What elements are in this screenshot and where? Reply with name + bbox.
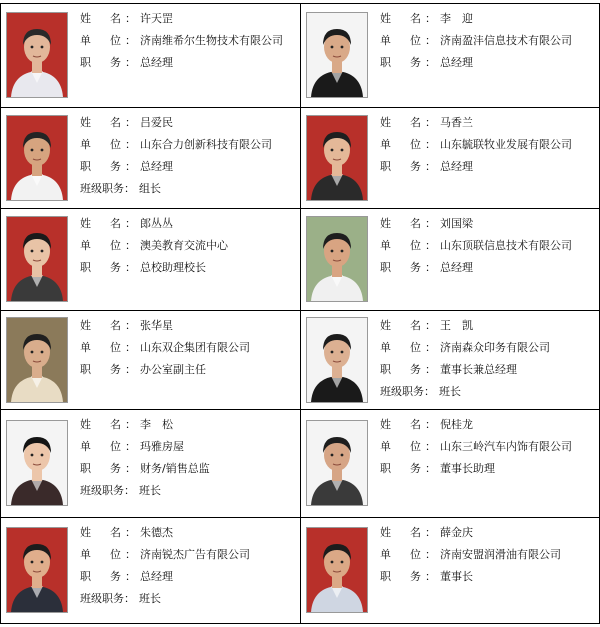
colon: ： [125, 526, 136, 539]
field-value-post: 财务/销售总监 [140, 462, 210, 475]
colon: ： [125, 56, 136, 69]
portrait-photo [306, 317, 368, 403]
field-label [80, 30, 125, 52]
field-row-unit [380, 337, 550, 359]
colon: ： [425, 462, 436, 475]
field-row-post [80, 52, 283, 74]
label-char-2: 位 [410, 138, 421, 151]
label-char-1: 职 [80, 462, 91, 475]
colon: ： [425, 56, 436, 69]
label-char-1: 职 [380, 160, 391, 173]
field-row-unit [380, 30, 572, 52]
person-card [0, 310, 300, 409]
field-label [80, 544, 125, 566]
label-char-2: 务 [410, 160, 421, 173]
person-card [0, 3, 300, 107]
field-label [380, 257, 425, 279]
label-char-2: 位 [410, 239, 421, 252]
label-char-2: 务 [110, 363, 121, 376]
field-row-class_post [80, 588, 250, 610]
label-char-2: 务 [410, 462, 421, 475]
field-row-name [380, 315, 550, 337]
field-value-name: 李 迎 [440, 12, 473, 25]
person-info [380, 8, 572, 74]
colon: ： [125, 261, 136, 274]
label-char-1: 姓 [380, 116, 391, 129]
portrait-photo [306, 115, 368, 201]
colon: ： [125, 440, 136, 453]
field-row-post [80, 458, 210, 480]
colon: ： [424, 385, 435, 398]
field-value-name: 李 松 [140, 418, 173, 431]
colon: ： [425, 418, 436, 431]
field-label [380, 414, 425, 436]
field-label [380, 544, 425, 566]
colon: ： [425, 548, 436, 561]
person-card [0, 409, 300, 517]
portrait-photo [6, 527, 68, 613]
label-char-1: 姓 [380, 12, 391, 25]
field-row-name [80, 414, 210, 436]
field-value-unit: 山东顶联信息技术有限公司 [440, 239, 572, 252]
label-char-1: 单 [80, 239, 91, 252]
colon: ： [425, 34, 436, 47]
field-value-post: 办公室副主任 [140, 363, 206, 376]
field-label [380, 8, 425, 30]
field-label [80, 337, 125, 359]
label-char-1: 单 [380, 341, 391, 354]
field-value-unit: 山东双企集团有限公司 [140, 341, 250, 354]
field-value-post: 总经理 [140, 56, 173, 69]
person-card [300, 517, 600, 623]
field-value-post: 董事长兼总经理 [440, 363, 517, 376]
label-char-1: 职 [380, 56, 391, 69]
colon: ： [425, 341, 436, 354]
field-value-post: 总经理 [140, 160, 173, 173]
colon: ： [425, 138, 436, 151]
field-value-unit: 济南锐杰广告有限公司 [140, 548, 250, 561]
field-row-post [380, 257, 572, 279]
person-info [380, 414, 572, 480]
field-value-post: 董事长助理 [440, 462, 495, 475]
field-label [380, 235, 425, 257]
field-label [80, 458, 125, 480]
field-value-unit: 济南安盟润滑油有限公司 [440, 548, 561, 561]
person-card [300, 3, 600, 107]
field-label [380, 112, 425, 134]
colon: ： [124, 182, 135, 195]
colon: ： [125, 341, 136, 354]
field-label [380, 381, 424, 403]
label-char-1: 职 [80, 363, 91, 376]
label-char-1: 姓 [380, 418, 391, 431]
field-value-name: 马香兰 [440, 116, 473, 129]
field-value-name: 薛金庆 [440, 526, 473, 539]
label-char-2: 务 [110, 56, 121, 69]
colon: ： [125, 239, 136, 252]
label-char-2: 位 [410, 440, 421, 453]
field-value-post: 总经理 [440, 261, 473, 274]
field-row-post [380, 156, 572, 178]
person-card [300, 107, 600, 208]
field-value-name: 许天罡 [140, 12, 173, 25]
colon: ： [125, 548, 136, 561]
field-row-unit [380, 544, 561, 566]
label-char-2: 位 [410, 341, 421, 354]
field-value-name: 吕爱民 [140, 116, 173, 129]
field-row-unit [80, 337, 250, 359]
colon: ： [425, 319, 436, 332]
label-char-2: 务 [110, 261, 121, 274]
label-char-2: 名 [110, 12, 121, 25]
field-value-unit: 济南森众印务有限公司 [440, 341, 550, 354]
colon: ： [425, 217, 436, 230]
label-char-1: 单 [380, 34, 391, 47]
field-label [80, 359, 125, 381]
field-label [80, 588, 124, 610]
portrait-photo [306, 216, 368, 302]
field-value-name: 倪桂龙 [440, 418, 473, 431]
label-char-2: 务 [110, 462, 121, 475]
field-row-post [380, 52, 572, 74]
colon: ： [425, 526, 436, 539]
label-char-2: 名 [410, 319, 421, 332]
field-value-class_post: 组长 [139, 182, 161, 195]
person-card [300, 310, 600, 409]
field-row-unit [80, 30, 283, 52]
field-label [80, 436, 125, 458]
field-label [80, 178, 124, 200]
field-row-unit [380, 436, 572, 458]
label-char-2: 名 [110, 319, 121, 332]
field-label [80, 134, 125, 156]
colon: ： [125, 34, 136, 47]
portrait-photo [6, 115, 68, 201]
field-value-name: 郎丛丛 [140, 217, 173, 230]
field-row-class_post [80, 480, 210, 502]
colon: ： [125, 160, 136, 173]
field-value-unit: 济南盈沣信息技术有限公司 [440, 34, 572, 47]
field-label [80, 257, 125, 279]
field-value-name: 朱德杰 [140, 526, 173, 539]
label-char-1: 姓 [80, 116, 91, 129]
colon: ： [425, 239, 436, 252]
field-value-unit: 山东毓联牧业发展有限公司 [440, 138, 572, 151]
person-info [380, 112, 572, 178]
label-char-1: 职 [80, 261, 91, 274]
field-value-unit: 山东三岭汽车内饰有限公司 [440, 440, 572, 453]
label-char-2: 名 [410, 418, 421, 431]
field-row-class_post [80, 178, 272, 200]
portrait-photo [306, 12, 368, 98]
field-label [380, 52, 425, 74]
field-label [380, 156, 425, 178]
person-card [0, 107, 300, 208]
portrait-photo [306, 527, 368, 613]
colon: ： [125, 12, 136, 25]
label-char-2: 名 [410, 526, 421, 539]
field-value-post: 董事长 [440, 570, 473, 583]
field-row-post [80, 257, 228, 279]
colon: ： [425, 160, 436, 173]
label-char-1: 姓 [80, 12, 91, 25]
label-char-2: 名 [110, 217, 121, 230]
label-char-1: 单 [80, 440, 91, 453]
class-post-label: 班级职务 [80, 182, 124, 195]
colon: ： [125, 138, 136, 151]
label-char-1: 职 [380, 363, 391, 376]
field-value-unit: 澳美教育交流中心 [140, 239, 228, 252]
label-char-1: 姓 [380, 217, 391, 230]
colon: ： [125, 462, 136, 475]
colon: ： [124, 592, 135, 605]
label-char-2: 位 [410, 548, 421, 561]
label-char-2: 务 [410, 570, 421, 583]
label-char-2: 务 [410, 56, 421, 69]
label-char-1: 单 [380, 440, 391, 453]
colon: ： [125, 116, 136, 129]
label-char-2: 务 [410, 363, 421, 376]
label-char-1: 职 [380, 570, 391, 583]
field-label [80, 213, 125, 235]
field-label [80, 52, 125, 74]
label-char-1: 姓 [380, 526, 391, 539]
label-char-1: 单 [80, 548, 91, 561]
field-label [80, 522, 125, 544]
colon: ： [125, 319, 136, 332]
field-row-name [80, 8, 283, 30]
field-label [80, 235, 125, 257]
person-info [80, 112, 272, 200]
field-row-post [380, 566, 561, 588]
label-char-1: 单 [80, 34, 91, 47]
field-row-name [380, 414, 572, 436]
label-char-1: 职 [380, 261, 391, 274]
label-char-1: 职 [380, 462, 391, 475]
field-label [380, 30, 425, 52]
person-card [300, 409, 600, 517]
label-char-1: 单 [380, 138, 391, 151]
portrait-photo [6, 420, 68, 506]
label-char-1: 单 [380, 548, 391, 561]
label-char-2: 名 [410, 12, 421, 25]
field-label [80, 156, 125, 178]
colon: ： [124, 484, 135, 497]
field-row-post [80, 359, 250, 381]
field-value-class_post: 班长 [439, 385, 461, 398]
colon: ： [425, 12, 436, 25]
label-char-1: 姓 [80, 418, 91, 431]
field-value-name: 张华星 [140, 319, 173, 332]
label-char-2: 名 [110, 418, 121, 431]
field-value-name: 王 凯 [440, 319, 473, 332]
field-label [380, 359, 425, 381]
field-row-unit [380, 235, 572, 257]
field-row-name [80, 213, 228, 235]
field-value-class_post: 班长 [139, 484, 161, 497]
colon: ： [425, 261, 436, 274]
colon: ： [425, 570, 436, 583]
field-label [80, 8, 125, 30]
field-value-post: 总校助理校长 [140, 261, 206, 274]
field-row-post [380, 359, 550, 381]
field-value-post: 总经理 [140, 570, 173, 583]
label-char-2: 位 [110, 34, 121, 47]
label-char-1: 职 [80, 160, 91, 173]
field-label [80, 480, 124, 502]
label-char-1: 职 [80, 570, 91, 583]
field-row-unit [80, 134, 272, 156]
portrait-photo [6, 12, 68, 98]
colon: ： [125, 217, 136, 230]
field-row-unit [380, 134, 572, 156]
field-label [380, 522, 425, 544]
field-value-name: 刘国梁 [440, 217, 473, 230]
field-value-post: 总经理 [440, 160, 473, 173]
table-row-border [0, 623, 600, 624]
label-char-2: 位 [110, 138, 121, 151]
field-row-post [80, 566, 250, 588]
field-row-name [380, 8, 572, 30]
class-post-label: 班级职务 [380, 385, 424, 398]
person-info [80, 522, 250, 610]
field-label [80, 112, 125, 134]
field-row-unit [80, 235, 228, 257]
label-char-1: 单 [380, 239, 391, 252]
label-char-2: 务 [110, 570, 121, 583]
field-label [380, 213, 425, 235]
field-label [380, 458, 425, 480]
label-char-2: 位 [110, 548, 121, 561]
colon: ： [425, 440, 436, 453]
field-label [380, 134, 425, 156]
colon: ： [425, 363, 436, 376]
field-row-class_post [380, 381, 550, 403]
field-value-post: 总经理 [440, 56, 473, 69]
label-char-1: 职 [80, 56, 91, 69]
field-row-name [80, 112, 272, 134]
person-info [80, 8, 283, 74]
label-char-1: 单 [80, 138, 91, 151]
field-row-name [380, 213, 572, 235]
field-value-unit: 山东合力创新科技有限公司 [140, 138, 272, 151]
field-label [380, 337, 425, 359]
field-row-unit [80, 436, 210, 458]
label-char-2: 位 [110, 341, 121, 354]
label-char-1: 单 [80, 341, 91, 354]
person-info [80, 213, 228, 279]
person-info [80, 315, 250, 381]
field-row-post [380, 458, 572, 480]
field-row-name [80, 315, 250, 337]
label-char-2: 位 [110, 440, 121, 453]
label-char-2: 名 [110, 526, 121, 539]
field-value-class_post: 班长 [139, 592, 161, 605]
field-label [380, 315, 425, 337]
colon: ： [125, 418, 136, 431]
field-label [380, 436, 425, 458]
person-card [300, 208, 600, 310]
label-char-2: 名 [410, 217, 421, 230]
label-char-2: 名 [410, 116, 421, 129]
label-char-1: 姓 [80, 526, 91, 539]
label-char-2: 位 [410, 34, 421, 47]
label-char-1: 姓 [80, 319, 91, 332]
field-label [380, 566, 425, 588]
person-card [0, 517, 300, 623]
person-info [80, 414, 210, 502]
portrait-photo [6, 216, 68, 302]
field-label [80, 315, 125, 337]
label-char-2: 名 [110, 116, 121, 129]
field-label [80, 566, 125, 588]
field-value-unit: 玛雅房屋 [140, 440, 184, 453]
label-char-1: 姓 [380, 319, 391, 332]
colon: ： [125, 570, 136, 583]
class-post-label: 班级职务 [80, 592, 124, 605]
field-row-post [80, 156, 272, 178]
person-info [380, 522, 561, 588]
field-label [80, 414, 125, 436]
field-value-unit: 济南维希尔生物技术有限公司 [140, 34, 283, 47]
field-row-name [380, 522, 561, 544]
field-row-unit [80, 544, 250, 566]
field-row-name [80, 522, 250, 544]
portrait-photo [6, 317, 68, 403]
label-char-2: 务 [110, 160, 121, 173]
person-card [0, 208, 300, 310]
person-info [380, 213, 572, 279]
label-char-1: 姓 [80, 217, 91, 230]
colon: ： [125, 363, 136, 376]
portrait-photo [306, 420, 368, 506]
label-char-2: 位 [110, 239, 121, 252]
person-info [380, 315, 550, 403]
label-char-2: 务 [410, 261, 421, 274]
field-row-name [380, 112, 572, 134]
class-post-label: 班级职务 [80, 484, 124, 497]
colon: ： [425, 116, 436, 129]
